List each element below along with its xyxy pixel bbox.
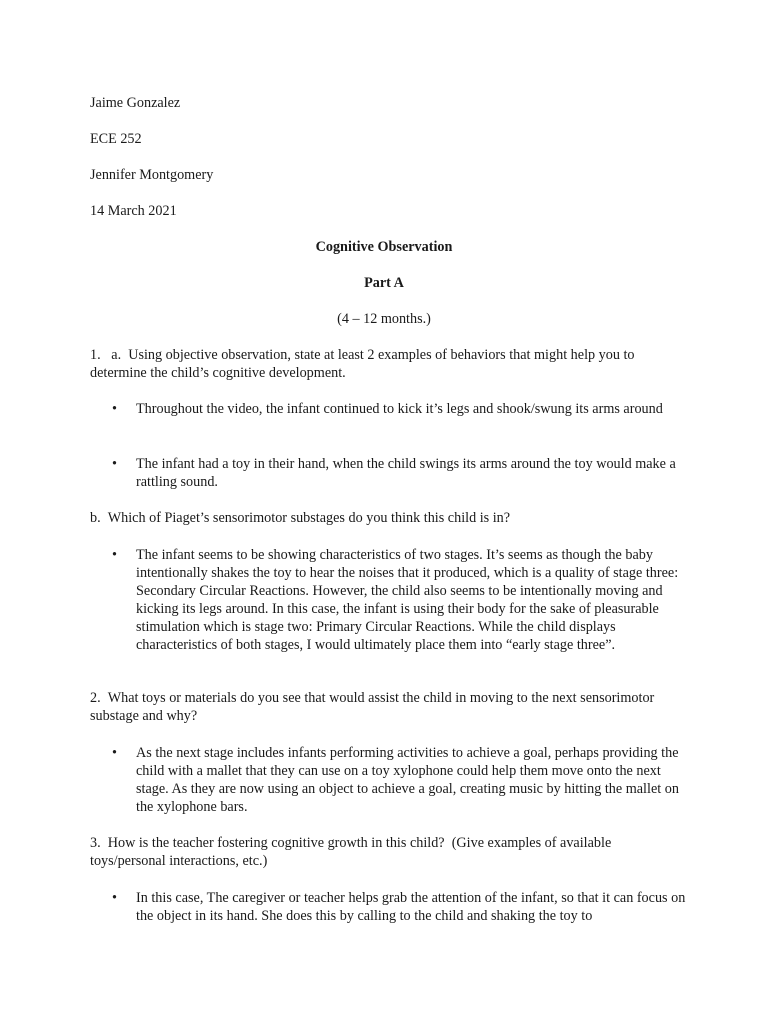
bullet-icon: • bbox=[112, 745, 117, 761]
student-name: Jaime Gonzalez bbox=[90, 95, 181, 111]
answer-3-bullet-1: In this case, The caregiver or teacher helps grab the attention of the infant, so that it can focus on the object in its hand. She does this by calling to the child and shaking the toy to bbox=[136, 890, 686, 924]
age-range: (4 – 12 months.) bbox=[337, 311, 431, 327]
date: 14 March 2021 bbox=[90, 203, 177, 219]
instructor-name: Jennifer Montgomery bbox=[90, 167, 214, 183]
answer-1a-bullet-1: Throughout the video, the infant continued to kick it’s legs and shook/swung its arms around bbox=[136, 401, 663, 417]
document-title: Cognitive Observation bbox=[315, 239, 453, 255]
answer-1b-bullet-1: The infant seems to be showing characteristics of two stages. It’s seems as though the baby intentionally shakes the toy to hear the noises that it produced, which is a quality of stage three: Secondary Circular Reactions. However, the child also seems to be intentionally moving and kicking its legs around. In this case, the infant is using their body for the sake of pleasurable stimulation which is stage two: Primary Circular Reactions. While the child displays characteristics of both stages, I would ultimately place them into “early stage three”. bbox=[136, 547, 679, 653]
course-code: ECE 252 bbox=[90, 131, 142, 147]
bullet-icon: • bbox=[112, 890, 117, 906]
question-2: 2. What toys or materials do you see that would assist the child in moving to the next sensorimotor substage and why? bbox=[90, 690, 655, 724]
part-heading: Part A bbox=[364, 275, 404, 291]
bullet-icon: • bbox=[112, 547, 117, 563]
bullet-icon: • bbox=[112, 456, 117, 472]
bullet-icon: • bbox=[112, 401, 117, 417]
question-3: 3. How is the teacher fostering cognitive growth in this child? (Give examples of available toys/personal interactions, etc.) bbox=[90, 835, 612, 869]
question-1a: 1. a. Using objective observation, state at least 2 examples of behaviors that might help you to determine the child’s cognitive development. bbox=[90, 347, 635, 381]
question-1b: b. Which of Piaget’s sensorimotor substages do you think this child is in? bbox=[90, 510, 511, 526]
answer-1a-bullet-2: The infant had a toy in their hand, when the child swings its arms around the toy would make a rattling sound. bbox=[136, 456, 676, 490]
answer-2-bullet-1: As the next stage includes infants performing activities to achieve a goal, perhaps providing the child with a mallet that they can use on a toy xylophone could help them move onto the next stage. As they are now using an object to achieve a goal, creating music by hitting the mallet on the xylophone bars. bbox=[136, 745, 679, 815]
